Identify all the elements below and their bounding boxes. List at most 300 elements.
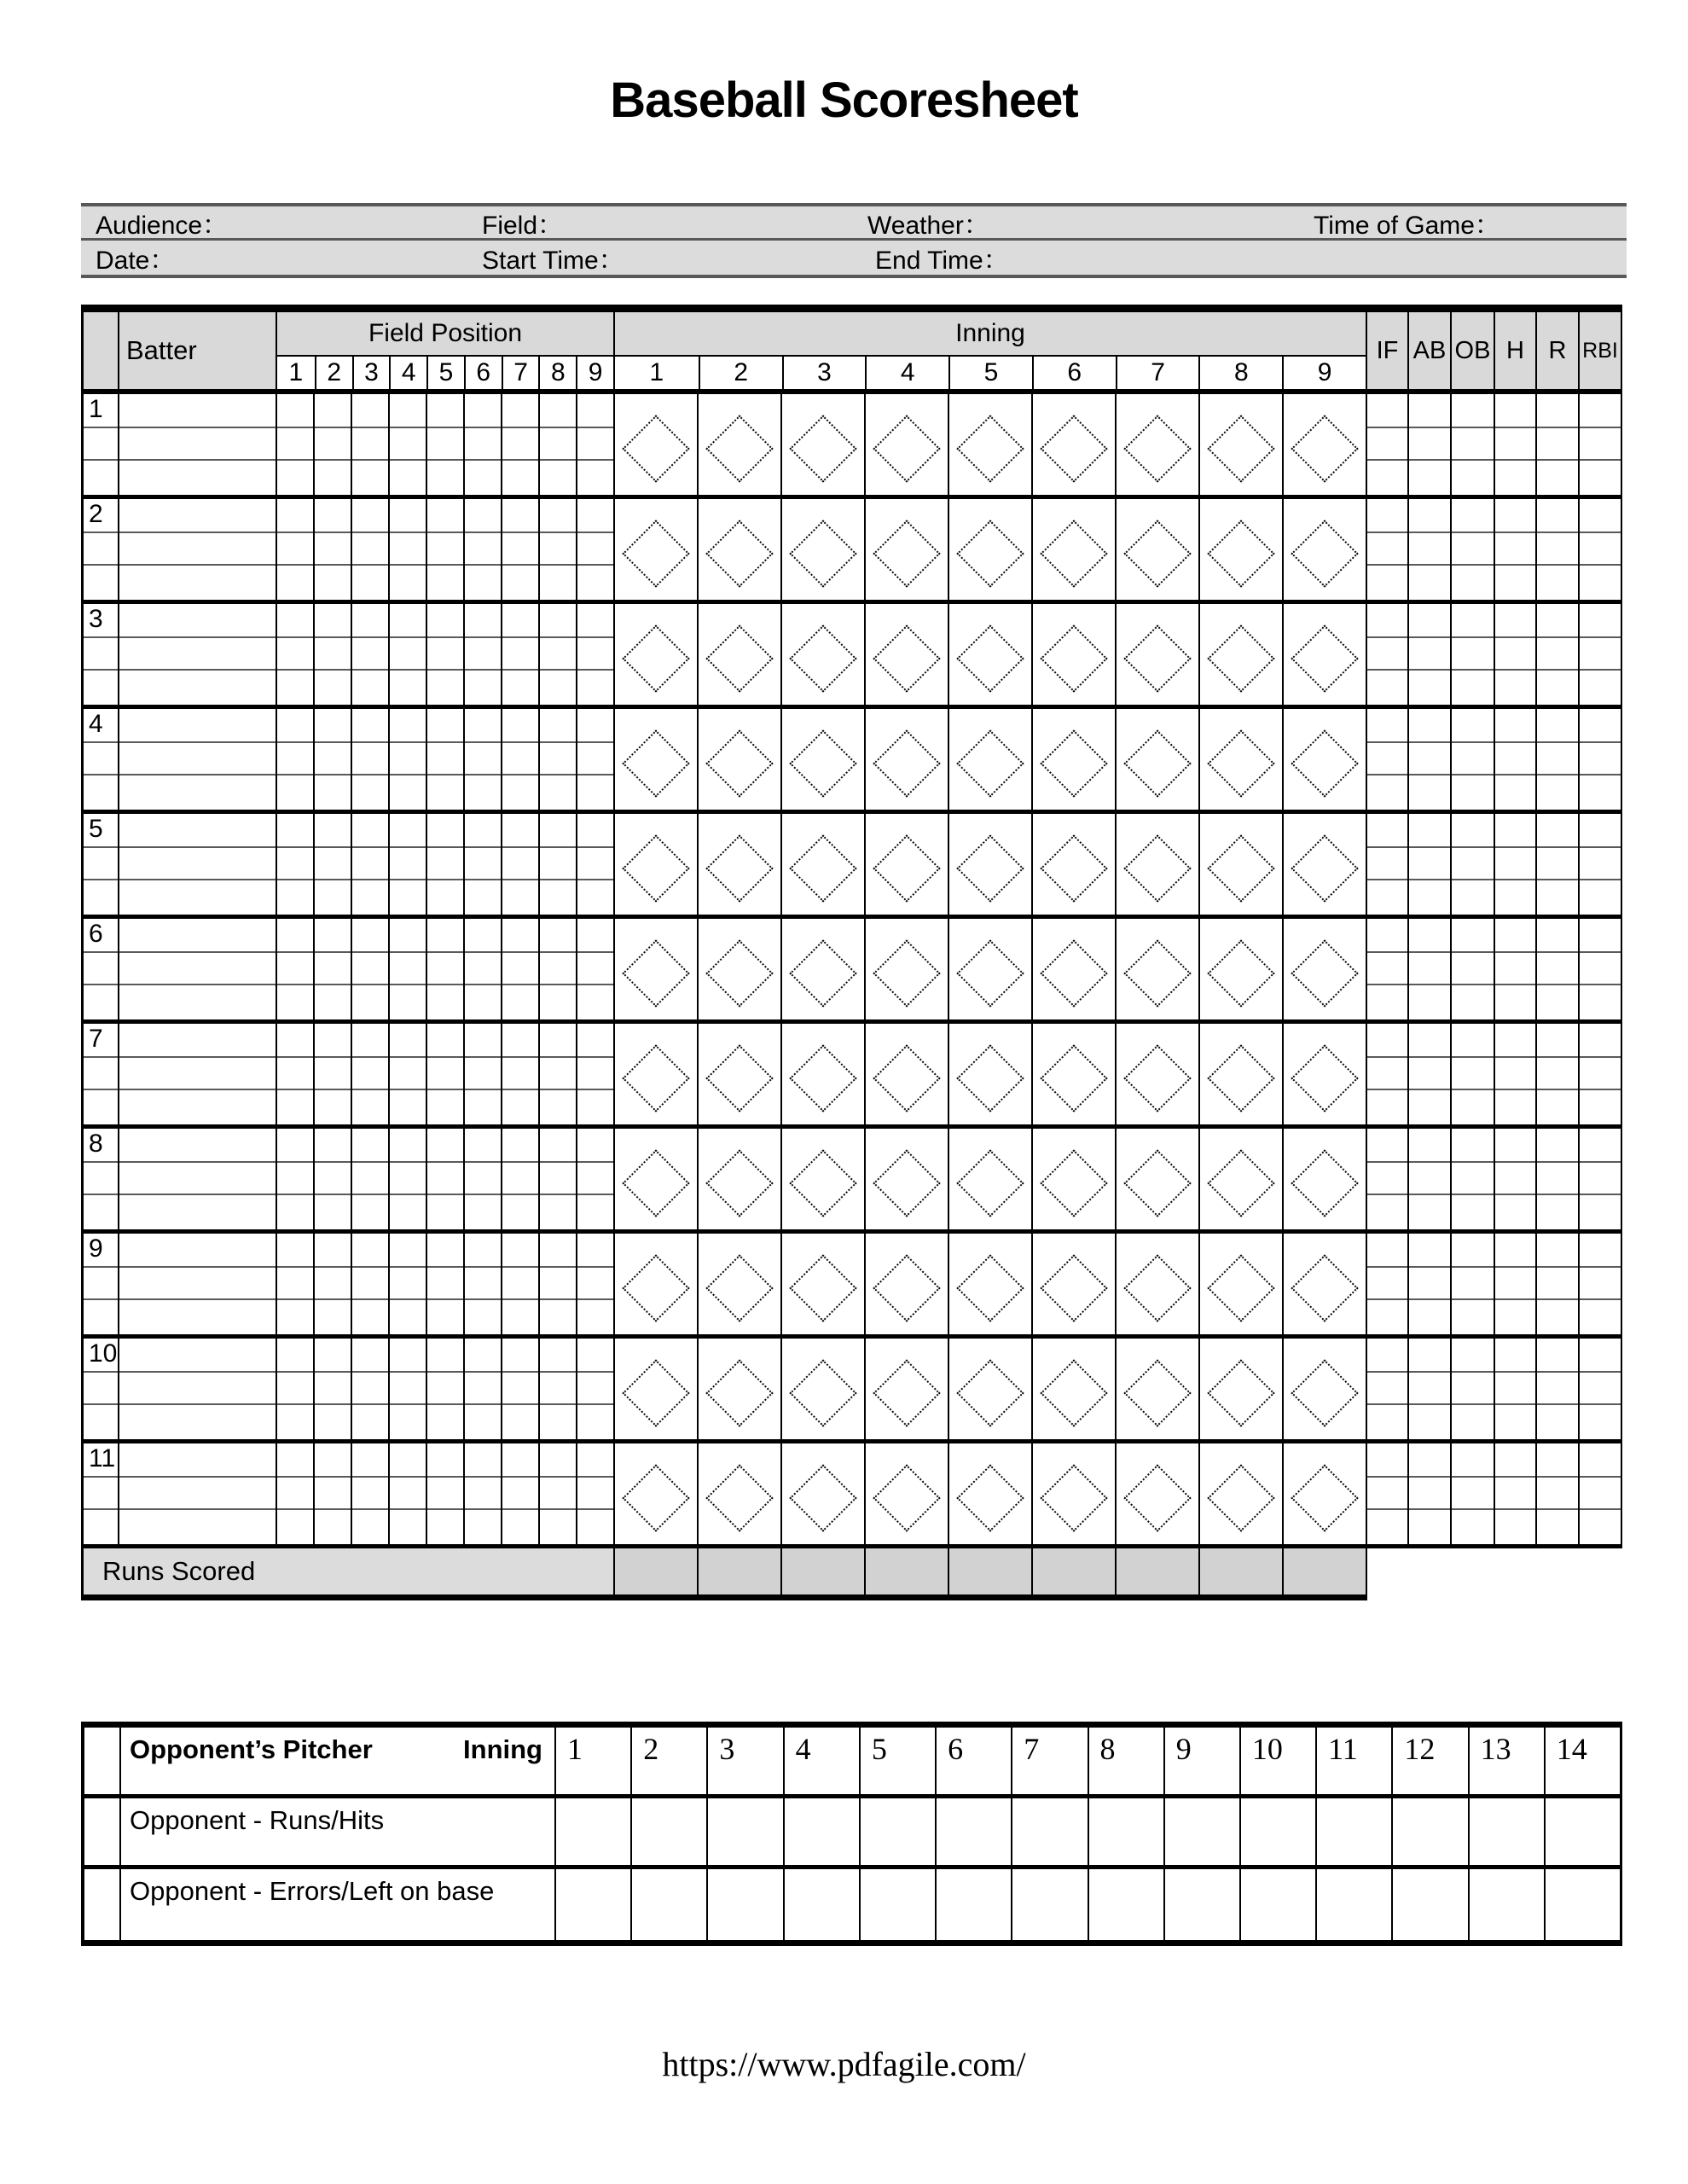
inning-scoring-cell[interactable] <box>697 814 780 915</box>
batter-name-cell[interactable] <box>118 1443 276 1544</box>
stat-cell-if[interactable] <box>1366 709 1407 810</box>
inning-scoring-cell[interactable] <box>1031 1234 1115 1334</box>
field-position-cell[interactable] <box>576 814 613 915</box>
stat-cell-rbi[interactable] <box>1578 919 1621 1019</box>
opponent-inning-cell[interactable] <box>1315 1798 1391 1865</box>
field-position-cell[interactable] <box>576 604 613 705</box>
field-position-cell[interactable] <box>463 1339 501 1439</box>
inning-scoring-cell[interactable] <box>948 814 1031 915</box>
inning-scoring-cell[interactable] <box>780 1443 864 1544</box>
stat-cell-rbi[interactable] <box>1578 814 1621 915</box>
field-position-cell[interactable] <box>276 919 313 1019</box>
stat-cell-if[interactable] <box>1366 919 1407 1019</box>
inning-scoring-cell[interactable] <box>780 1024 864 1124</box>
field-position-cell[interactable] <box>351 1339 388 1439</box>
field-position-cell[interactable] <box>501 814 538 915</box>
inning-scoring-cell[interactable] <box>948 1339 1031 1439</box>
opponent-inning-cell[interactable] <box>1011 1869 1087 1940</box>
stat-cell-ob[interactable] <box>1450 394 1494 495</box>
inning-scoring-cell[interactable] <box>1198 814 1282 915</box>
stat-cell-r[interactable] <box>1535 1339 1578 1439</box>
field-position-cell[interactable] <box>501 1443 538 1544</box>
stat-cell-h[interactable] <box>1494 1234 1535 1334</box>
inning-scoring-cell[interactable] <box>1198 1339 1282 1439</box>
field-position-cell[interactable] <box>426 709 463 810</box>
field-position-cell[interactable] <box>351 1024 388 1124</box>
inning-scoring-cell[interactable] <box>1031 394 1115 495</box>
batter-name-cell[interactable] <box>118 499 276 600</box>
inning-scoring-cell[interactable] <box>1031 604 1115 705</box>
stat-cell-ab[interactable] <box>1407 1443 1450 1544</box>
inning-scoring-cell[interactable] <box>613 1339 697 1439</box>
inning-scoring-cell[interactable] <box>697 1443 780 1544</box>
field-position-cell[interactable] <box>426 1234 463 1334</box>
opponent-inning-cell[interactable] <box>1163 1798 1239 1865</box>
inning-scoring-cell[interactable] <box>780 604 864 705</box>
field-position-cell[interactable] <box>351 1443 388 1544</box>
field-position-cell[interactable] <box>501 394 538 495</box>
stat-cell-ob[interactable] <box>1450 709 1494 810</box>
footer-link[interactable]: https://www.pdfagile.com/ <box>662 2045 1026 2083</box>
field-position-cell[interactable] <box>501 1339 538 1439</box>
field-position-cell[interactable] <box>351 919 388 1019</box>
stat-cell-if[interactable] <box>1366 604 1407 705</box>
inning-scoring-cell[interactable] <box>864 1339 948 1439</box>
field-position-cell[interactable] <box>276 604 313 705</box>
field-position-cell[interactable] <box>576 1339 613 1439</box>
opponent-inning-cell[interactable] <box>1088 1798 1163 1865</box>
stat-cell-h[interactable] <box>1494 499 1535 600</box>
stat-cell-r[interactable] <box>1535 1024 1578 1124</box>
field-position-cell[interactable] <box>463 709 501 810</box>
inning-scoring-cell[interactable] <box>948 1443 1031 1544</box>
stat-cell-r[interactable] <box>1535 1234 1578 1334</box>
stat-cell-ab[interactable] <box>1407 604 1450 705</box>
stat-cell-ab[interactable] <box>1407 1024 1450 1124</box>
stat-cell-h[interactable] <box>1494 394 1535 495</box>
field-position-cell[interactable] <box>351 1234 388 1334</box>
inning-scoring-cell[interactable] <box>613 919 697 1019</box>
field-position-cell[interactable] <box>576 394 613 495</box>
inning-scoring-cell[interactable] <box>1282 1234 1366 1334</box>
inning-scoring-cell[interactable] <box>864 814 948 915</box>
field-position-cell[interactable] <box>426 499 463 600</box>
stat-cell-ob[interactable] <box>1450 1024 1494 1124</box>
stat-cell-ab[interactable] <box>1407 1234 1450 1334</box>
inning-scoring-cell[interactable] <box>613 394 697 495</box>
stat-cell-ab[interactable] <box>1407 814 1450 915</box>
field-position-cell[interactable] <box>538 499 576 600</box>
inning-scoring-cell[interactable] <box>1282 919 1366 1019</box>
field-position-cell[interactable] <box>388 919 426 1019</box>
field-position-cell[interactable] <box>276 709 313 810</box>
inning-scoring-cell[interactable] <box>697 1024 780 1124</box>
inning-scoring-cell[interactable] <box>1282 394 1366 495</box>
stat-cell-r[interactable] <box>1535 394 1578 495</box>
inning-scoring-cell[interactable] <box>1115 499 1198 600</box>
stat-cell-if[interactable] <box>1366 1234 1407 1334</box>
field-position-cell[interactable] <box>538 604 576 705</box>
batter-name-cell[interactable] <box>118 1339 276 1439</box>
field-position-cell[interactable] <box>538 919 576 1019</box>
opponent-inning-cell[interactable] <box>859 1869 935 1940</box>
field-position-cell[interactable] <box>463 814 501 915</box>
stat-cell-r[interactable] <box>1535 709 1578 810</box>
field-position-cell[interactable] <box>388 709 426 810</box>
field-position-cell[interactable] <box>576 709 613 810</box>
opponent-inning-cell[interactable] <box>783 1869 859 1940</box>
stat-cell-ob[interactable] <box>1450 1443 1494 1544</box>
runs-scored-cell[interactable] <box>613 1548 697 1594</box>
inning-scoring-cell[interactable] <box>948 709 1031 810</box>
field-position-cell[interactable] <box>388 499 426 600</box>
inning-scoring-cell[interactable] <box>1115 394 1198 495</box>
inning-scoring-cell[interactable] <box>613 604 697 705</box>
inning-scoring-cell[interactable] <box>697 394 780 495</box>
stat-cell-if[interactable] <box>1366 1443 1407 1544</box>
field-position-cell[interactable] <box>313 709 351 810</box>
field-position-cell[interactable] <box>501 604 538 705</box>
field-position-cell[interactable] <box>388 1443 426 1544</box>
inning-scoring-cell[interactable] <box>1031 709 1115 810</box>
field-position-cell[interactable] <box>463 604 501 705</box>
field-position-cell[interactable] <box>313 1129 351 1229</box>
field-position-cell[interactable] <box>501 1129 538 1229</box>
inning-scoring-cell[interactable] <box>864 1443 948 1544</box>
inning-scoring-cell[interactable] <box>1198 604 1282 705</box>
field-position-cell[interactable] <box>501 1024 538 1124</box>
opponent-inning-cell[interactable] <box>783 1798 859 1865</box>
runs-scored-cell[interactable] <box>697 1548 780 1594</box>
stat-cell-r[interactable] <box>1535 604 1578 705</box>
inning-scoring-cell[interactable] <box>864 394 948 495</box>
inning-scoring-cell[interactable] <box>864 709 948 810</box>
runs-scored-cell[interactable] <box>1282 1548 1366 1594</box>
stat-cell-rbi[interactable] <box>1578 1129 1621 1229</box>
field-position-cell[interactable] <box>276 814 313 915</box>
field-position-cell[interactable] <box>388 604 426 705</box>
field-position-cell[interactable] <box>351 604 388 705</box>
field-position-cell[interactable] <box>426 919 463 1019</box>
stat-cell-r[interactable] <box>1535 919 1578 1019</box>
opponent-inning-cell[interactable] <box>1239 1798 1315 1865</box>
field-position-cell[interactable] <box>313 1024 351 1124</box>
inning-scoring-cell[interactable] <box>1282 499 1366 600</box>
inning-scoring-cell[interactable] <box>780 394 864 495</box>
runs-scored-cell[interactable] <box>1115 1548 1198 1594</box>
runs-scored-cell[interactable] <box>780 1548 864 1594</box>
inning-scoring-cell[interactable] <box>1282 1129 1366 1229</box>
stat-cell-r[interactable] <box>1535 499 1578 600</box>
inning-scoring-cell[interactable] <box>697 709 780 810</box>
opponent-inning-cell[interactable] <box>1011 1798 1087 1865</box>
field-position-cell[interactable] <box>463 1234 501 1334</box>
opponent-inning-cell[interactable] <box>935 1869 1011 1940</box>
stat-cell-ob[interactable] <box>1450 919 1494 1019</box>
field-position-cell[interactable] <box>426 1024 463 1124</box>
field-position-cell[interactable] <box>538 1443 576 1544</box>
stat-cell-rbi[interactable] <box>1578 1443 1621 1544</box>
field-position-cell[interactable] <box>276 394 313 495</box>
inning-scoring-cell[interactable] <box>697 1234 780 1334</box>
inning-scoring-cell[interactable] <box>948 604 1031 705</box>
field-position-cell[interactable] <box>538 1234 576 1334</box>
inning-scoring-cell[interactable] <box>864 919 948 1019</box>
field-position-cell[interactable] <box>576 1129 613 1229</box>
inning-scoring-cell[interactable] <box>1282 814 1366 915</box>
field-position-cell[interactable] <box>276 499 313 600</box>
field-position-cell[interactable] <box>276 1234 313 1334</box>
inning-scoring-cell[interactable] <box>780 1234 864 1334</box>
inning-scoring-cell[interactable] <box>1115 1234 1198 1334</box>
stat-cell-rbi[interactable] <box>1578 604 1621 705</box>
stat-cell-h[interactable] <box>1494 1024 1535 1124</box>
inning-scoring-cell[interactable] <box>948 1024 1031 1124</box>
stat-cell-h[interactable] <box>1494 709 1535 810</box>
inning-scoring-cell[interactable] <box>697 499 780 600</box>
runs-scored-cell[interactable] <box>864 1548 948 1594</box>
stat-cell-r[interactable] <box>1535 814 1578 915</box>
stat-cell-ab[interactable] <box>1407 919 1450 1019</box>
stat-cell-rbi[interactable] <box>1578 1339 1621 1439</box>
stat-cell-if[interactable] <box>1366 394 1407 495</box>
stat-cell-ob[interactable] <box>1450 1234 1494 1334</box>
field-position-cell[interactable] <box>351 814 388 915</box>
field-position-cell[interactable] <box>388 1024 426 1124</box>
field-position-cell[interactable] <box>538 709 576 810</box>
opponent-inning-cell[interactable] <box>1468 1798 1544 1865</box>
field-position-cell[interactable] <box>538 1024 576 1124</box>
stat-cell-if[interactable] <box>1366 1129 1407 1229</box>
field-position-cell[interactable] <box>426 604 463 705</box>
opponent-inning-cell[interactable] <box>859 1798 935 1865</box>
opponent-inning-cell[interactable] <box>706 1869 782 1940</box>
inning-scoring-cell[interactable] <box>780 919 864 1019</box>
stat-cell-ab[interactable] <box>1407 394 1450 495</box>
field-position-cell[interactable] <box>463 499 501 600</box>
inning-scoring-cell[interactable] <box>613 499 697 600</box>
inning-scoring-cell[interactable] <box>613 1129 697 1229</box>
field-position-cell[interactable] <box>501 499 538 600</box>
stat-cell-h[interactable] <box>1494 604 1535 705</box>
inning-scoring-cell[interactable] <box>1115 919 1198 1019</box>
inning-scoring-cell[interactable] <box>780 499 864 600</box>
field-position-cell[interactable] <box>576 919 613 1019</box>
stat-cell-rbi[interactable] <box>1578 1024 1621 1124</box>
stat-cell-ob[interactable] <box>1450 604 1494 705</box>
inning-scoring-cell[interactable] <box>697 1339 780 1439</box>
batter-name-cell[interactable] <box>118 604 276 705</box>
inning-scoring-cell[interactable] <box>1198 709 1282 810</box>
inning-scoring-cell[interactable] <box>864 1024 948 1124</box>
field-position-cell[interactable] <box>538 394 576 495</box>
field-position-cell[interactable] <box>426 814 463 915</box>
stat-cell-h[interactable] <box>1494 814 1535 915</box>
field-position-cell[interactable] <box>313 604 351 705</box>
field-position-cell[interactable] <box>313 814 351 915</box>
inning-scoring-cell[interactable] <box>780 1339 864 1439</box>
field-position-cell[interactable] <box>388 394 426 495</box>
field-position-cell[interactable] <box>538 1339 576 1439</box>
field-position-cell[interactable] <box>501 919 538 1019</box>
field-position-cell[interactable] <box>313 1234 351 1334</box>
stat-cell-if[interactable] <box>1366 1339 1407 1439</box>
inning-scoring-cell[interactable] <box>1198 1443 1282 1544</box>
inning-scoring-cell[interactable] <box>948 394 1031 495</box>
inning-scoring-cell[interactable] <box>948 499 1031 600</box>
stat-cell-ob[interactable] <box>1450 1129 1494 1229</box>
field-position-cell[interactable] <box>576 1443 613 1544</box>
inning-scoring-cell[interactable] <box>613 1443 697 1544</box>
batter-name-cell[interactable] <box>118 1129 276 1229</box>
field-position-cell[interactable] <box>276 1443 313 1544</box>
field-position-cell[interactable] <box>276 1339 313 1439</box>
runs-scored-cell[interactable] <box>1198 1548 1282 1594</box>
inning-scoring-cell[interactable] <box>613 709 697 810</box>
inning-scoring-cell[interactable] <box>780 1129 864 1229</box>
inning-scoring-cell[interactable] <box>613 814 697 915</box>
inning-scoring-cell[interactable] <box>1115 814 1198 915</box>
stat-cell-ab[interactable] <box>1407 499 1450 600</box>
inning-scoring-cell[interactable] <box>864 1129 948 1229</box>
opponent-inning-cell[interactable] <box>1468 1869 1544 1940</box>
inning-scoring-cell[interactable] <box>613 1234 697 1334</box>
field-position-cell[interactable] <box>351 709 388 810</box>
field-position-cell[interactable] <box>463 1443 501 1544</box>
field-position-cell[interactable] <box>388 814 426 915</box>
field-position-cell[interactable] <box>463 1024 501 1124</box>
inning-scoring-cell[interactable] <box>1031 1129 1115 1229</box>
inning-scoring-cell[interactable] <box>1198 919 1282 1019</box>
inning-scoring-cell[interactable] <box>697 1129 780 1229</box>
field-position-cell[interactable] <box>426 394 463 495</box>
stat-cell-ab[interactable] <box>1407 1339 1450 1439</box>
stat-cell-rbi[interactable] <box>1578 394 1621 495</box>
field-position-cell[interactable] <box>276 1129 313 1229</box>
opponent-inning-cell[interactable] <box>1239 1869 1315 1940</box>
stat-cell-ob[interactable] <box>1450 1339 1494 1439</box>
stat-cell-if[interactable] <box>1366 1024 1407 1124</box>
batter-name-cell[interactable] <box>118 1234 276 1334</box>
field-position-cell[interactable] <box>388 1234 426 1334</box>
field-position-cell[interactable] <box>501 1234 538 1334</box>
opponent-inning-cell[interactable] <box>935 1798 1011 1865</box>
stat-cell-h[interactable] <box>1494 919 1535 1019</box>
inning-scoring-cell[interactable] <box>1198 1024 1282 1124</box>
field-position-cell[interactable] <box>576 1234 613 1334</box>
inning-scoring-cell[interactable] <box>780 814 864 915</box>
opponent-inning-cell[interactable] <box>1088 1869 1163 1940</box>
opponent-inning-cell[interactable] <box>554 1869 630 1940</box>
field-position-cell[interactable] <box>313 1339 351 1439</box>
opponent-inning-cell[interactable] <box>706 1798 782 1865</box>
inning-scoring-cell[interactable] <box>1198 1234 1282 1334</box>
batter-name-cell[interactable] <box>118 1024 276 1124</box>
stat-cell-h[interactable] <box>1494 1339 1535 1439</box>
field-position-cell[interactable] <box>351 394 388 495</box>
stat-cell-h[interactable] <box>1494 1129 1535 1229</box>
batter-name-cell[interactable] <box>118 709 276 810</box>
inning-scoring-cell[interactable] <box>1115 1339 1198 1439</box>
field-position-cell[interactable] <box>463 394 501 495</box>
inning-scoring-cell[interactable] <box>1198 1129 1282 1229</box>
inning-scoring-cell[interactable] <box>1198 499 1282 600</box>
inning-scoring-cell[interactable] <box>1115 1443 1198 1544</box>
inning-scoring-cell[interactable] <box>1031 919 1115 1019</box>
inning-scoring-cell[interactable] <box>1031 1024 1115 1124</box>
field-position-cell[interactable] <box>351 1129 388 1229</box>
field-position-cell[interactable] <box>276 1024 313 1124</box>
stat-cell-if[interactable] <box>1366 814 1407 915</box>
field-position-cell[interactable] <box>351 499 388 600</box>
inning-scoring-cell[interactable] <box>948 1129 1031 1229</box>
inning-scoring-cell[interactable] <box>864 499 948 600</box>
inning-scoring-cell[interactable] <box>1031 499 1115 600</box>
inning-scoring-cell[interactable] <box>1115 709 1198 810</box>
opponent-inning-cell[interactable] <box>630 1869 706 1940</box>
opponent-inning-cell[interactable] <box>1544 1869 1620 1940</box>
field-position-cell[interactable] <box>313 1443 351 1544</box>
field-position-cell[interactable] <box>538 814 576 915</box>
inning-scoring-cell[interactable] <box>864 1234 948 1334</box>
stat-cell-ob[interactable] <box>1450 499 1494 600</box>
opponent-inning-cell[interactable] <box>1544 1798 1620 1865</box>
field-position-cell[interactable] <box>388 1339 426 1439</box>
inning-scoring-cell[interactable] <box>948 1234 1031 1334</box>
opponent-inning-cell[interactable] <box>630 1798 706 1865</box>
inning-scoring-cell[interactable] <box>1282 604 1366 705</box>
inning-scoring-cell[interactable] <box>1282 1443 1366 1544</box>
inning-scoring-cell[interactable] <box>697 604 780 705</box>
field-position-cell[interactable] <box>313 499 351 600</box>
opponent-inning-cell[interactable] <box>1391 1869 1467 1940</box>
batter-name-cell[interactable] <box>118 394 276 495</box>
field-position-cell[interactable] <box>538 1129 576 1229</box>
field-position-cell[interactable] <box>576 499 613 600</box>
inning-scoring-cell[interactable] <box>1282 1024 1366 1124</box>
field-position-cell[interactable] <box>426 1339 463 1439</box>
field-position-cell[interactable] <box>426 1443 463 1544</box>
stat-cell-ob[interactable] <box>1450 814 1494 915</box>
stat-cell-rbi[interactable] <box>1578 1234 1621 1334</box>
inning-scoring-cell[interactable] <box>1115 1129 1198 1229</box>
opponent-inning-cell[interactable] <box>554 1798 630 1865</box>
field-position-cell[interactable] <box>501 709 538 810</box>
stat-cell-h[interactable] <box>1494 1443 1535 1544</box>
runs-scored-cell[interactable] <box>948 1548 1031 1594</box>
stat-cell-rbi[interactable] <box>1578 709 1621 810</box>
runs-scored-cell[interactable] <box>1031 1548 1115 1594</box>
inning-scoring-cell[interactable] <box>1115 604 1198 705</box>
inning-scoring-cell[interactable] <box>1115 1024 1198 1124</box>
inning-scoring-cell[interactable] <box>1198 394 1282 495</box>
opponent-inning-cell[interactable] <box>1315 1869 1391 1940</box>
field-position-cell[interactable] <box>576 1024 613 1124</box>
opponent-inning-cell[interactable] <box>1391 1798 1467 1865</box>
stat-cell-ab[interactable] <box>1407 1129 1450 1229</box>
opponent-inning-cell[interactable] <box>1163 1869 1239 1940</box>
batter-name-cell[interactable] <box>118 814 276 915</box>
field-position-cell[interactable] <box>426 1129 463 1229</box>
inning-scoring-cell[interactable] <box>613 1024 697 1124</box>
inning-scoring-cell[interactable] <box>1282 1339 1366 1439</box>
field-position-cell[interactable] <box>463 919 501 1019</box>
stat-cell-rbi[interactable] <box>1578 499 1621 600</box>
inning-scoring-cell[interactable] <box>1031 1339 1115 1439</box>
field-position-cell[interactable] <box>388 1129 426 1229</box>
field-position-cell[interactable] <box>463 1129 501 1229</box>
stat-cell-ab[interactable] <box>1407 709 1450 810</box>
